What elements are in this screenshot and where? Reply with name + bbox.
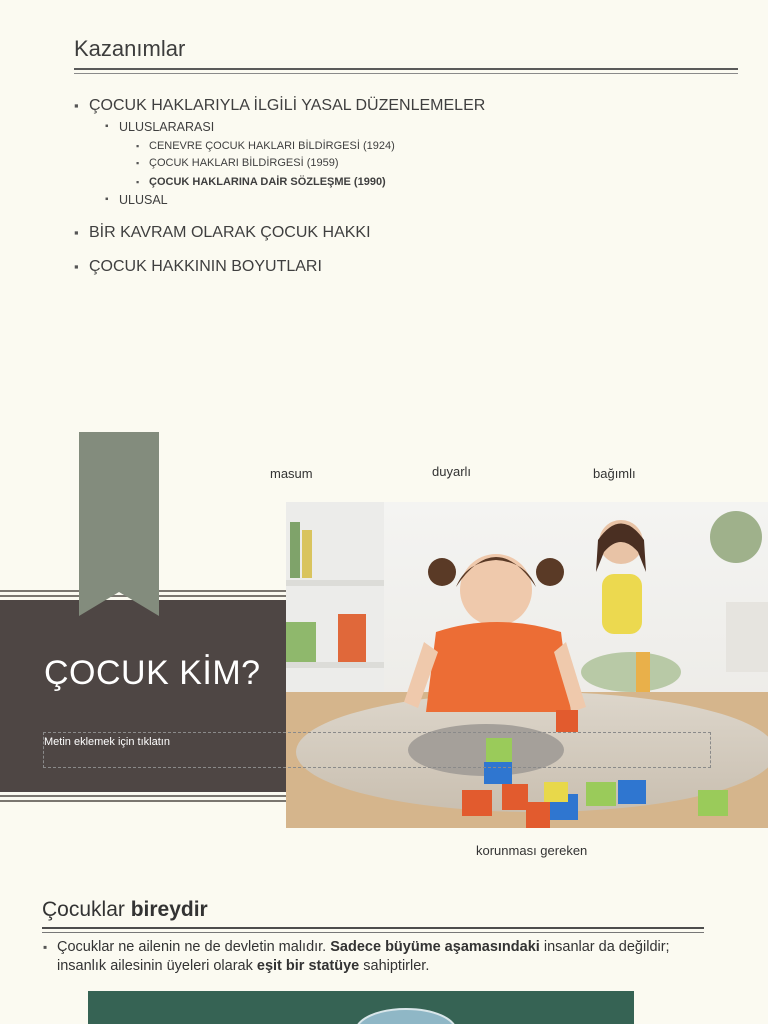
- text-bold: eşit bir statüye: [256, 958, 360, 974]
- bullet-concept: ▪ BİR KAVRAM OLARAK ÇOCUK HAKKI: [89, 224, 371, 242]
- bookmark-ribbon: [79, 432, 159, 616]
- bullet-national: ▪ ULUSAL: [119, 193, 168, 207]
- title-rule: [74, 68, 738, 70]
- bullet-international: ▪ ULUSLARARASI: [119, 120, 214, 134]
- bullet-convention: ▪ ÇOCUK HAKLARINA DAİR SÖZLEŞME (1990): [149, 176, 386, 188]
- bullet-declaration: ▪ ÇOCUK HAKLARI BİLDİRGESİ (1959): [149, 157, 339, 169]
- slide-cocuk-kim: [0, 432, 768, 868]
- title-plain: Çocuklar: [42, 898, 131, 921]
- word-duyarli: duyarlı: [432, 464, 472, 479]
- children-playing-photo: [286, 502, 768, 828]
- bullet-geneva: ▪ CENEVRE ÇOCUK HAKLARI BİLDİRGESİ (1924): [149, 140, 395, 152]
- band-line: [0, 795, 286, 797]
- slide-kazanimlar: [0, 0, 768, 432]
- title-rule: [42, 927, 704, 929]
- bullet-paragraph: [57, 938, 717, 976]
- slide-cocuklar-bireydir: [0, 868, 768, 1024]
- word-masum: masum: [270, 466, 313, 481]
- band-line: [0, 800, 286, 802]
- chalkboard-globe-image: [88, 991, 634, 1024]
- text-part: insanlar da değildir; insanlık ailesinin üyeleri olarak: [57, 939, 670, 974]
- word-korunmasi-gereken: korunması gereken: [476, 843, 588, 858]
- slide-heading: ÇOCUK KİM?: [44, 654, 261, 692]
- text-placeholder-label: Metin eklemek için tıklatın: [44, 736, 170, 748]
- title-rule-thin: [74, 73, 738, 74]
- slide-title: [42, 898, 208, 922]
- word-bagimli: bağımlı: [593, 466, 636, 481]
- text-bold: Sadece büyüme aşamasındaki: [330, 939, 540, 955]
- title-bold: bireydir: [130, 898, 208, 921]
- title-rule-thin: [42, 932, 704, 933]
- bullet-legal-regulations: ▪ ÇOCUK HAKLARIYLA İLGİLİ YASAL DÜZENLEMELER: [89, 97, 485, 115]
- slide-title: Kazanımlar: [74, 36, 186, 61]
- text-part: sahiptirler.: [359, 958, 430, 974]
- bullet-dimensions: ▪ ÇOCUK HAKKININ BOYUTLARI: [89, 258, 322, 276]
- text-part: Çocuklar ne ailenin ne de devletin malıdır.: [57, 939, 331, 955]
